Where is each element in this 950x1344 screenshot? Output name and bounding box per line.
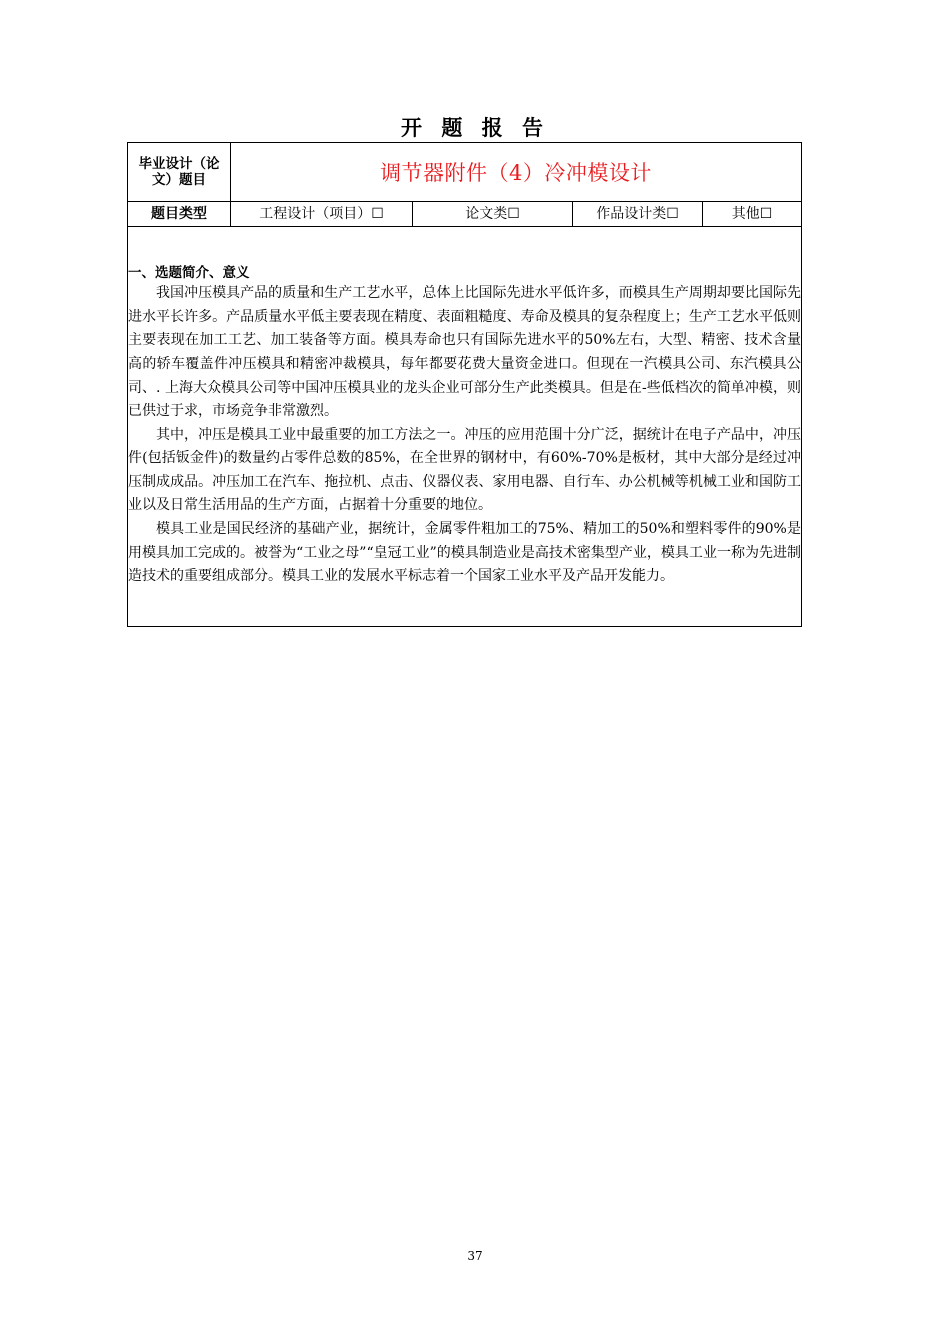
intro-row	[128, 227, 802, 627]
section-heading: 一、选题简介、意义	[128, 265, 250, 282]
type-option-work-design[interactable]: 作品设计类☐	[573, 202, 703, 227]
type-option-engineering[interactable]: 工程设计（项目）☐	[231, 202, 413, 227]
paragraph-3: 模具工业是国民经济的基础产业，据统计，金属零件粗加工的75%、精加工的50%和塑料零件的90%是用模具加工完成的。被誉为“工业之母”“皇冠工业”的模具制造业是高技术密集型产业，模具工业一称为先进制造技术的重要组成部分。模具工业的发展水平标志着一个国家工业水平及产品开发能力。	[128, 521, 801, 585]
type-option-other[interactable]: 其他☐	[703, 202, 802, 227]
type-label: 题目类型	[128, 202, 231, 227]
type-option-thesis[interactable]: 论文类☐	[413, 202, 573, 227]
paragraph-1: 我国冲压模具产品的质量和生产工艺水平，总体上比国际先进水平低许多，而模具生产周期却要比国际先进水平长许多。产品质量水平低主要表现在精度、表面粗糙度、寿命及模具的复杂程度上；生产工艺水平低则主要表现在加工工艺、加工装备等方面。模具寿命也只有国际先进水平的50%左右，大型、精密、技术含量高的轿车覆盖件冲压模具和精密冲裁模具，每年都要花费大量资金进口。但现在一汽模具公司、东汽模具公司、. 上海大众模具公司等中国冲压模具业的龙头企业可部分生产此类模具。但是在-些低档次的简单冲模，则已供过于求，市场竞争非常激烈。	[128, 285, 801, 420]
intro-cell	[128, 227, 802, 627]
report-table	[127, 142, 802, 627]
thesis-title-value: 调节器附件（4）冷冲模设计	[231, 143, 802, 202]
title-row	[128, 143, 802, 202]
paragraph-2: 其中，冲压是模具工业中最重要的加工方法之一。冲压的应用范围十分广泛，据统计在电子产品中，冲压件(包括钣金件)的数量约占零件总数的85%，在全世界的钢材中，有60%-70%是板材，其中大部分是经过冲压制成成品。冲压加工在汽车、拖拉机、点击、仪器仪表、家用电器、自行车、办公机械等机械工业和国防工业以及日常生活用品的生产方面，占据着十分重要的地位。	[128, 426, 801, 514]
thesis-title-label: 毕业设计（论文）题目	[138, 156, 220, 188]
page-title: 开 题 报 告	[401, 116, 549, 140]
thesis-title-label-cell	[128, 143, 231, 202]
type-row	[128, 202, 802, 227]
page-number: 37	[467, 1249, 483, 1263]
